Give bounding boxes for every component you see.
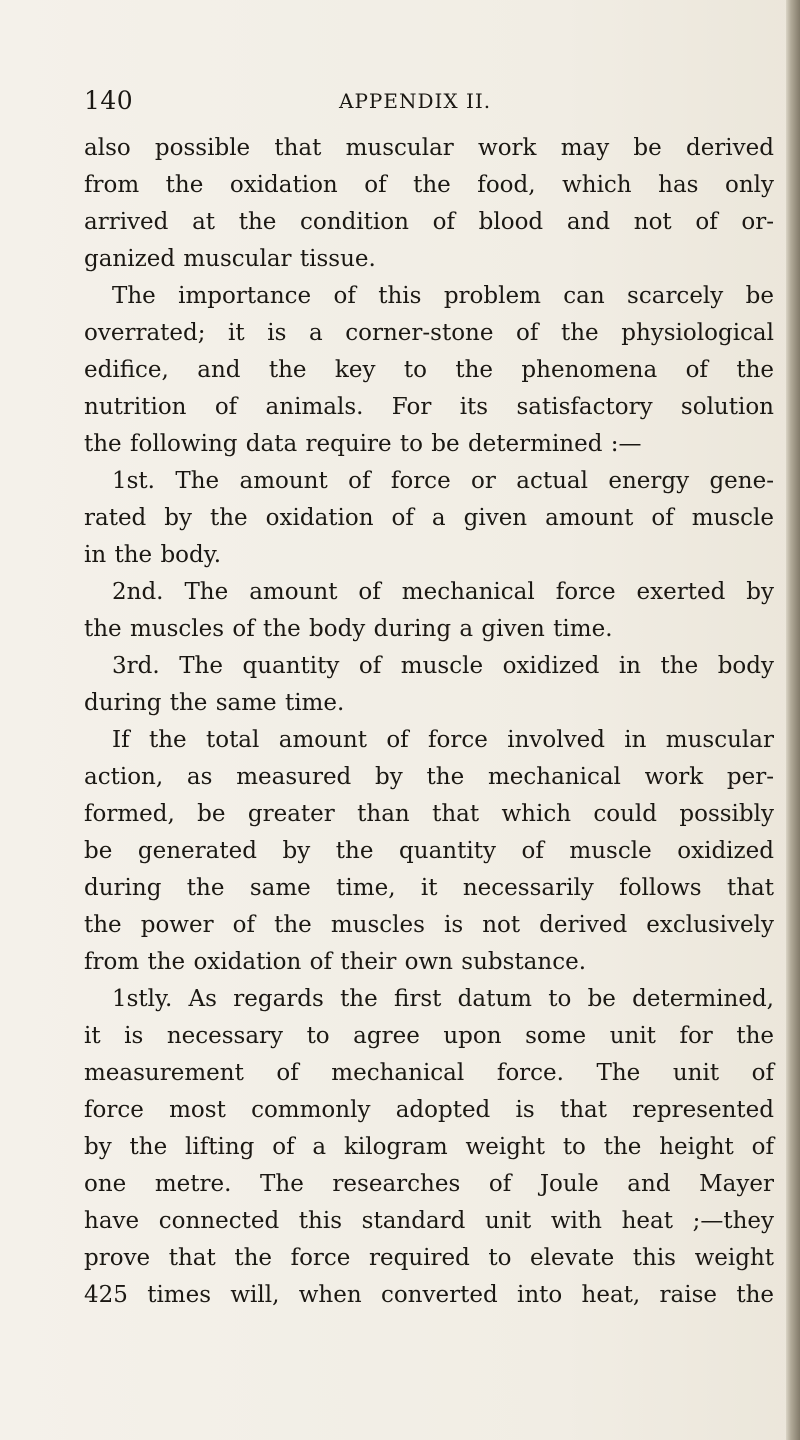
text-line: force most commonly adopted is that represented bbox=[84, 1097, 774, 1123]
text-line: prove that the force required to elevate this weight bbox=[84, 1245, 774, 1271]
text-line: during the same time, it necessarily follows that bbox=[84, 875, 774, 901]
text-line: 1stly. As regards the first datum to be determined, bbox=[112, 986, 774, 1012]
text-line: also possible that muscular work may be derived bbox=[84, 135, 774, 161]
text-line: measurement of mechanical force. The unit of bbox=[84, 1060, 774, 1086]
text-line: arrived at the condition of blood and not of or- bbox=[84, 209, 774, 235]
text-line: the muscles of the body during a given time. bbox=[84, 616, 613, 642]
text-line: ganized muscular tissue. bbox=[84, 246, 376, 272]
text-line: The importance of this problem can scarcely be bbox=[112, 283, 774, 309]
text-line: 2nd. The amount of mechanical force exerted by bbox=[112, 579, 774, 605]
text-line: action, as measured by the mechanical work per- bbox=[84, 764, 774, 790]
text-line: during the same time. bbox=[84, 690, 345, 716]
text-line: nutrition of animals. For its satisfactory solution bbox=[84, 394, 774, 420]
text-line: from the oxidation of their own substance. bbox=[84, 949, 587, 975]
text-line: from the oxidation of the food, which has only bbox=[84, 172, 774, 198]
text-line: 3rd. The quantity of muscle oxidized in the body bbox=[112, 653, 774, 679]
text-line: have connected this standard unit with heat ;—they bbox=[84, 1208, 774, 1234]
text-line: the following data require to be determined :— bbox=[84, 431, 642, 457]
text-line: 425 times will, when converted into heat, raise the bbox=[84, 1282, 774, 1308]
text-line: overrated; it is a corner-stone of the physiological bbox=[84, 320, 774, 346]
running-head: APPENDIX II. bbox=[339, 89, 492, 113]
page-edge-shadow bbox=[786, 0, 800, 1440]
text-line: edifice, and the key to the phenomena of the bbox=[84, 357, 774, 383]
text-line: the power of the muscles is not derived exclusively bbox=[84, 912, 774, 938]
text-line: in the body. bbox=[84, 542, 222, 568]
text-line: one metre. The researches of Joule and Mayer bbox=[84, 1171, 774, 1197]
text-line: rated by the oxidation of a given amount of muscle bbox=[84, 505, 774, 531]
text-line: 1st. The amount of force or actual energy gene- bbox=[112, 468, 774, 494]
text-line: be generated by the quantity of muscle oxidized bbox=[84, 838, 774, 864]
text-line: by the lifting of a kilogram weight to the height of bbox=[84, 1134, 774, 1160]
text-line: If the total amount of force involved in muscular bbox=[112, 727, 774, 753]
text-line: it is necessary to agree upon some unit for the bbox=[84, 1023, 774, 1049]
page-header bbox=[84, 86, 760, 120]
text-line: formed, be greater than that which could possibly bbox=[84, 801, 774, 827]
page-number: 140 bbox=[84, 86, 134, 115]
body-text bbox=[84, 130, 774, 1314]
